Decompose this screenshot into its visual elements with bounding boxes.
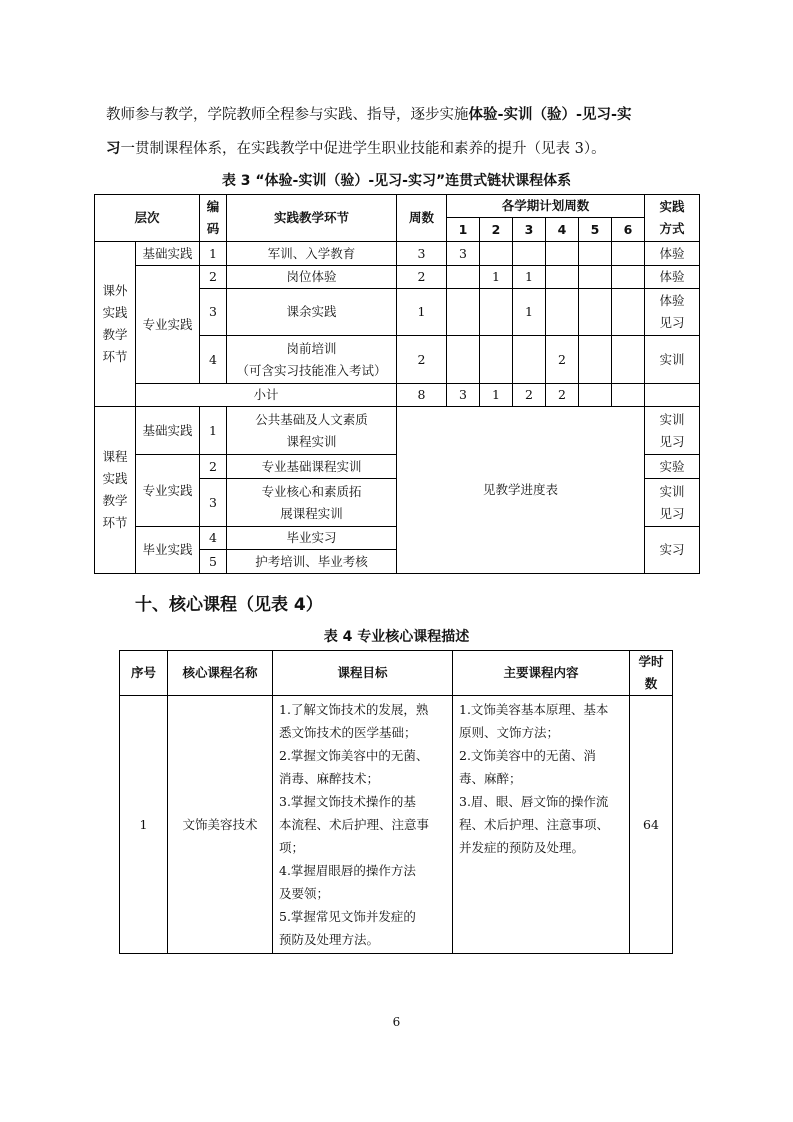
category-cell: 专业实践 [136, 455, 200, 527]
code-cell: 1 [200, 242, 227, 266]
method-cell: 体验 [645, 242, 700, 266]
header-semesters: 各学期计划周数 [447, 195, 645, 218]
code-cell: 4 [200, 336, 227, 384]
semester-cell: 3 [447, 384, 480, 407]
semester-header: 4 [546, 218, 579, 242]
semester-cell [579, 242, 612, 266]
method-cell: 实训 见习 [645, 407, 700, 455]
method-cell [645, 384, 700, 407]
link-cell: 公共基础及人文素质 课程实训 [227, 407, 397, 455]
core-course-table [119, 650, 673, 954]
group-label: 课外 实践 教学 环节 [95, 242, 136, 407]
table-row [95, 407, 700, 455]
intro-text: 教师参与教学，学院教师全程参与实践、指导，逐步实施 [106, 107, 469, 123]
link-cell: 岗位体验 [227, 266, 397, 289]
semester-cell [612, 336, 645, 384]
code-cell: 1 [200, 407, 227, 455]
category-cell: 基础实践 [136, 407, 200, 455]
header-content: 主要课程内容 [453, 651, 630, 696]
semester-cell: 1 [513, 289, 546, 336]
semester-cell [579, 266, 612, 289]
link-cell: 专业基础课程实训 [227, 455, 397, 479]
link-cell: 课余实践 [227, 289, 397, 336]
header-weeks: 周数 [397, 195, 447, 242]
code-cell: 4 [200, 527, 227, 550]
schedule-note: 见教学进度表 [397, 407, 645, 574]
no-cell: 1 [120, 696, 168, 954]
intro-text-end: 一贯制课程体系，在实践教学中促进学生职业技能和素养的提升（见表 3）。 [120, 141, 606, 157]
semester-cell [480, 289, 513, 336]
semester-cell: 3 [447, 242, 480, 266]
semester-cell [546, 242, 579, 266]
method-cell: 体验 见习 [645, 289, 700, 336]
link-cell: 毕业实习 [227, 527, 397, 550]
code-cell: 3 [200, 479, 227, 527]
semester-cell [447, 289, 480, 336]
content-cell: 1.文饰美容基本原理、基本 原则、文饰方法； 2.文饰美容中的无菌、消 毒、麻醉； 3.眉、眼、唇文饰的操作流 程、术后护理、注意事项、 并发症的预防及处理。 [453, 696, 630, 954]
goal-cell: 1.了解文饰技术的发展，熟 悉文饰技术的医学基础； 2.掌握文饰美容中的无菌、 消毒、麻醉技术； 3.掌握文饰技术操作的基 本流程、术后护理、注意事 项； 4.掌握眉眼唇的操作方法 及要领； 5.掌握常见文饰并发症的 预防及处理方法。 [273, 696, 453, 954]
code-cell: 2 [200, 455, 227, 479]
header-method: 实践 方式 [645, 195, 700, 242]
semester-cell [513, 242, 546, 266]
practice-course-table [94, 194, 700, 574]
semester-cell [612, 384, 645, 407]
intro-emphasis-end: 习 [106, 141, 121, 157]
semester-cell [447, 266, 480, 289]
semester-cell [546, 289, 579, 336]
weeks-cell: 1 [397, 289, 447, 336]
weeks-cell: 3 [397, 242, 447, 266]
semester-cell [480, 242, 513, 266]
semester-cell [612, 289, 645, 336]
table-row [95, 266, 700, 289]
table-row [95, 242, 700, 266]
method-cell: 实训 见习 [645, 479, 700, 527]
header-link: 实践教学环节 [227, 195, 397, 242]
semester-cell [447, 336, 480, 384]
header-no: 序号 [120, 651, 168, 696]
code-cell: 2 [200, 266, 227, 289]
semester-header: 5 [579, 218, 612, 242]
header-name: 核心课程名称 [168, 651, 273, 696]
table-row [120, 696, 673, 954]
semester-cell [546, 266, 579, 289]
subtotal-label: 小计 [136, 384, 397, 407]
semester-cell: 1 [513, 266, 546, 289]
course-name-cell: 文饰美容技术 [168, 696, 273, 954]
method-cell: 实习 [645, 527, 700, 574]
link-cell: 岗前培训 （可含实习技能准入考试） [227, 336, 397, 384]
semester-cell [579, 289, 612, 336]
page-number: 6 [392, 1015, 401, 1029]
semester-cell: 1 [480, 266, 513, 289]
weeks-cell: 2 [397, 336, 447, 384]
weeks-cell: 8 [397, 384, 447, 407]
semester-cell: 2 [546, 384, 579, 407]
method-cell: 体验 [645, 266, 700, 289]
header-hours: 学时 数 [630, 651, 673, 696]
semester-cell [612, 242, 645, 266]
link-cell: 专业核心和素质拓 展课程实训 [227, 479, 397, 527]
intro-emphasis: 体验-实训（验）-见习-实 [468, 107, 632, 123]
category-cell: 专业实践 [136, 266, 200, 384]
category-cell: 毕业实践 [136, 527, 200, 574]
semester-header: 6 [612, 218, 645, 242]
table4-caption: 表 4 专业核心课程描述 [323, 629, 470, 645]
header-level: 层次 [95, 195, 200, 242]
semester-cell: 2 [546, 336, 579, 384]
semester-cell [579, 384, 612, 407]
code-cell: 5 [200, 550, 227, 574]
link-cell: 军训、入学教育 [227, 242, 397, 266]
intro-paragraph [106, 98, 696, 166]
semester-header: 3 [513, 218, 546, 242]
section-heading: 十、核心课程（见表 4） [135, 595, 323, 615]
header-goal: 课程目标 [273, 651, 453, 696]
semester-cell [612, 266, 645, 289]
semester-cell: 1 [480, 384, 513, 407]
semester-cell [480, 336, 513, 384]
subtotal-row [95, 384, 700, 407]
semester-cell: 2 [513, 384, 546, 407]
link-cell: 护考培训、毕业考核 [227, 550, 397, 574]
semester-cell [513, 336, 546, 384]
method-cell: 实验 [645, 455, 700, 479]
code-cell: 3 [200, 289, 227, 336]
semester-header: 1 [447, 218, 480, 242]
table3-caption: 表 3 “体验-实训（验）-见习-实习”连贯式链状课程体系 [221, 173, 572, 189]
hours-cell: 64 [630, 696, 673, 954]
header-code: 编 码 [200, 195, 227, 242]
semester-cell [579, 336, 612, 384]
category-cell: 基础实践 [136, 242, 200, 266]
semester-header: 2 [480, 218, 513, 242]
group-label: 课程 实践 教学 环节 [95, 407, 136, 574]
method-cell: 实训 [645, 336, 700, 384]
weeks-cell: 2 [397, 266, 447, 289]
